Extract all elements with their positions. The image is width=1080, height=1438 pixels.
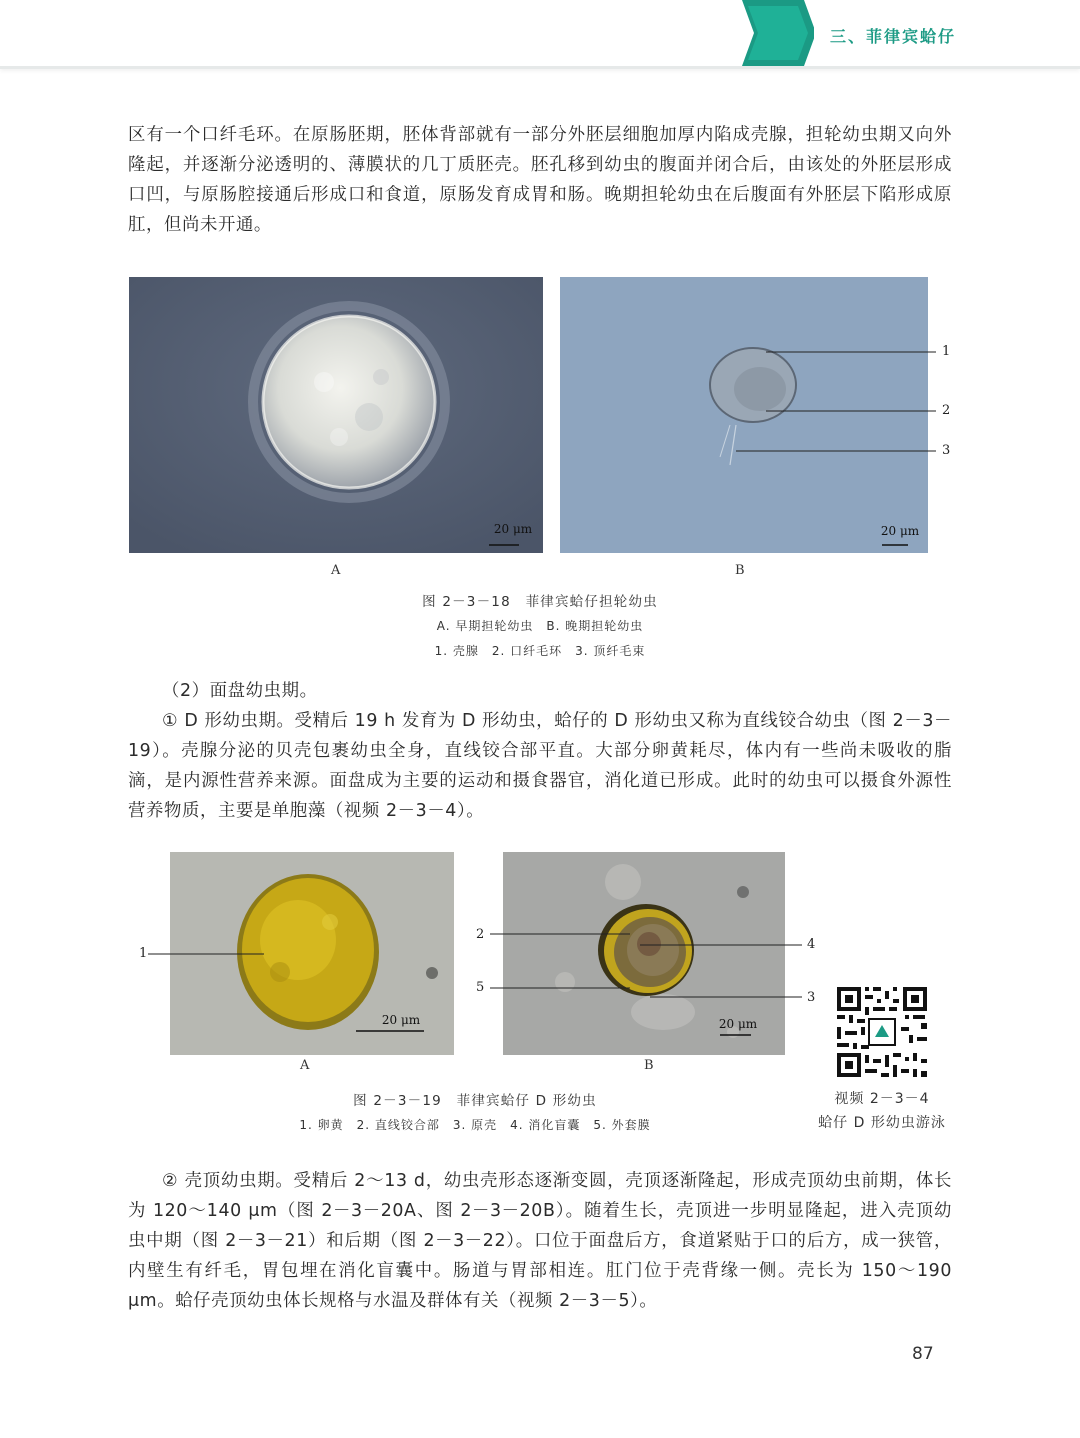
figure-19-subcaption: 1. 卵黄 2. 直线铰合部 3. 原壳 4. 消化盲囊 5. 外套膜 [299,1118,651,1132]
paragraph-3: ① D 形幼虫期。受精后 19 h 发育为 D 形幼虫，蛤仔的 D 形幼虫又称为直线铰合幼虫（图 2－3－19）。壳腺分泌的贝壳包裹幼虫全身，直线铰合部平直。大部分卵黄耗尽，体内有一些尚未吸收的脂滴，是内源性营养来源。面盘成为主要的运动和摄食器官，消化道已形成。此时的幼虫可以摄食外源性营养物质，主要是单胞藻（视频 2－3－4）。 [128,711,952,821]
figure-19-label-4: 4 [807,937,816,952]
figure-19-letter-b: B [644,1058,654,1073]
figure-18-label-2: 2 [942,403,951,418]
figure-18-subcaption-2: 1. 壳腺 2. 口纤毛环 3. 顶纤毛束 [434,644,646,658]
section-heading [128,676,952,706]
page-header [0,0,1080,69]
video-title: 视频 2－3－4 [834,1091,930,1107]
video-subtitle: 蛤仔 D 形幼虫游泳 [818,1115,946,1131]
figure-19-caption: 图 2－3－19 菲律宾蛤仔 D 形幼虫 [353,1093,597,1109]
figure-18-letter-b: B [735,563,745,578]
figure-19-letter-a: A [300,1058,310,1073]
figure-19-scale-b: 20 μm [718,1017,758,1031]
figure-18-photo-a [129,277,543,553]
section-heading-text: （2）面盘幼虫期。 [162,681,318,701]
figure-18-scale-a: 20 μm [493,522,533,536]
figure-19-label-3: 3 [807,990,816,1005]
page-number: 87 [912,1344,934,1364]
figure-19-label-1: 1 [139,946,148,961]
figure-18-caption: 图 2－3－18 菲律宾蛤仔担轮幼虫 [422,594,658,610]
figure-19-callouts-b [480,925,805,1005]
figure-18-callouts [700,340,940,460]
paragraph-4: ② 壳顶幼虫期。受精后 2～13 d，幼虫壳形态逐渐变圆，壳顶逐渐隆起，形成壳顶幼虫前期，体长为 120～140 μm（图 2－3－20A、图 2－3－20B）。随着生长，壳顶进一步明显隆起，进入壳顶幼虫中期（图 2－3－21）和后期（图 2－3－22）。口位于面盘后方，食道紧贴于口的后方，成一狭管，内壁生有纤毛，胃包埋在消化盲囊中。肠道与胃部相连。肛门位于壳背缘一侧。壳长为 150～190 μm。蛤仔壳顶幼虫体长规格与水温及群体有关（视频 2－3－5）。 [128,1171,952,1311]
figure-18-scale-b: 20 μm [880,524,920,538]
figure-18-subcaption-1: A. 早期担轮幼虫 B. 晚期担轮幼虫 [436,619,644,633]
figure-19-label-2: 2 [476,927,485,942]
paragraph-1: 区有一个口纤毛环。在原肠胚期，胚体背部就有一部分外胚层细胞加厚内陷成壳腺，担轮幼虫期又向外隆起，并逐渐分泌透明的、薄膜状的几丁质胚壳。胚孔移到幼虫的腹面并闭合后，由该处的外胚层形成口凹，与原肠腔接通后形成口和食道，原肠发育成胃和肠。晚期担轮幼虫在后腹面有外胚层下陷形成原肛，但尚未开通。 [128,125,952,235]
qr-code-icon[interactable] [835,985,929,1079]
figure-18-label-1: 1 [942,344,951,359]
figure-19-label-5: 5 [476,980,485,995]
figure-18-label-3: 3 [942,443,951,458]
chapter-title: 三、菲律宾蛤仔 [830,27,957,46]
figure-19-callout-a [146,946,266,962]
figure-19-scale-a: 20 μm [381,1013,421,1027]
figure-18-letter-a: A [331,563,341,578]
